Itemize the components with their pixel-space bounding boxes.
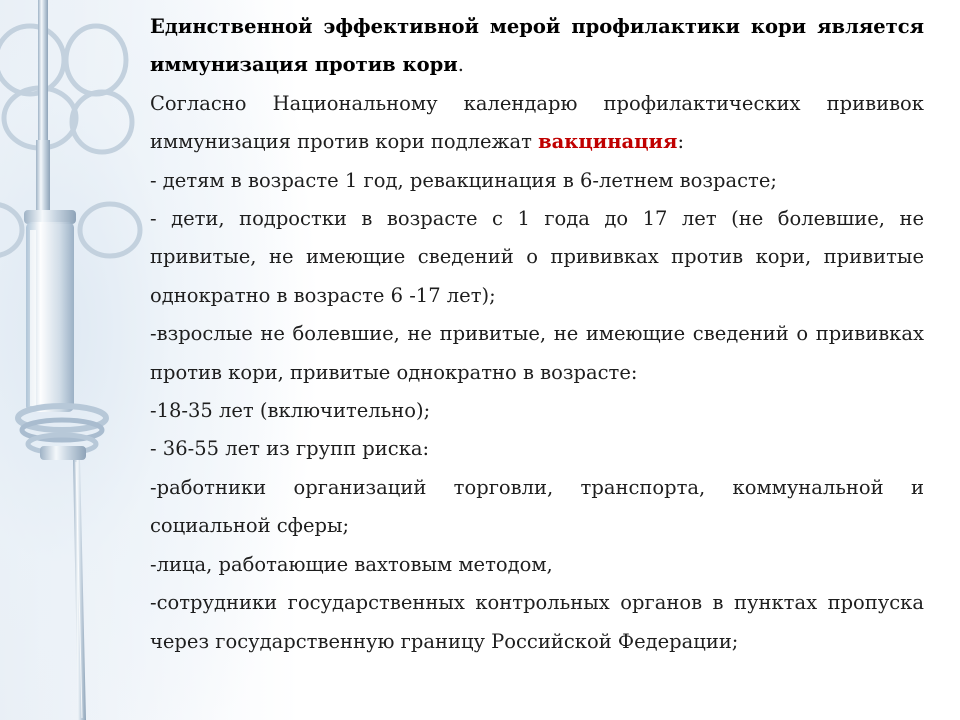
list-item: - дети, подростки в возрасте с 1 года до 17 лет (не болевшие, не привитые, не имеющие сведений о прививках против кори, привитые однократно в возрасте 6 -17 лет); bbox=[150, 207, 924, 307]
slide-text bbox=[150, 8, 924, 661]
list-item: -работники организаций торговли, транспорта, коммунальной и социальной сферы; bbox=[150, 475, 924, 538]
calendar-colon: : bbox=[677, 130, 685, 154]
list-item: -взрослые не болевшие, не привитые, не имеющие сведений о прививках против кори, привитые однократно в возрасте: bbox=[150, 322, 924, 384]
list-item: - 36-55 лет из групп риска: bbox=[150, 437, 430, 461]
list-item: -18-35 лет (включительно); bbox=[150, 399, 431, 423]
list-item: -сотрудники государственных контрольных органов в пунктах пропуска через государственную границу Российской Федерации; bbox=[150, 591, 924, 653]
vaccination-highlight: вакцинация bbox=[538, 130, 678, 154]
list-item: -лица, работающие вахтовым методом, bbox=[150, 552, 553, 576]
calendar-text: Согласно Национальному календарю профилактических прививок иммунизация против кори подлежат bbox=[150, 91, 924, 154]
list-item: - детям в возрасте 1 год, ревакцинация в 6-летнем возрасте; bbox=[150, 168, 777, 192]
lead-paragraph bbox=[150, 8, 924, 85]
lead-period: . bbox=[457, 53, 464, 77]
calendar-paragraph bbox=[150, 85, 924, 162]
lead-text: Единственной эффективной мерой профилактики кори является иммунизация против кори bbox=[150, 15, 924, 77]
